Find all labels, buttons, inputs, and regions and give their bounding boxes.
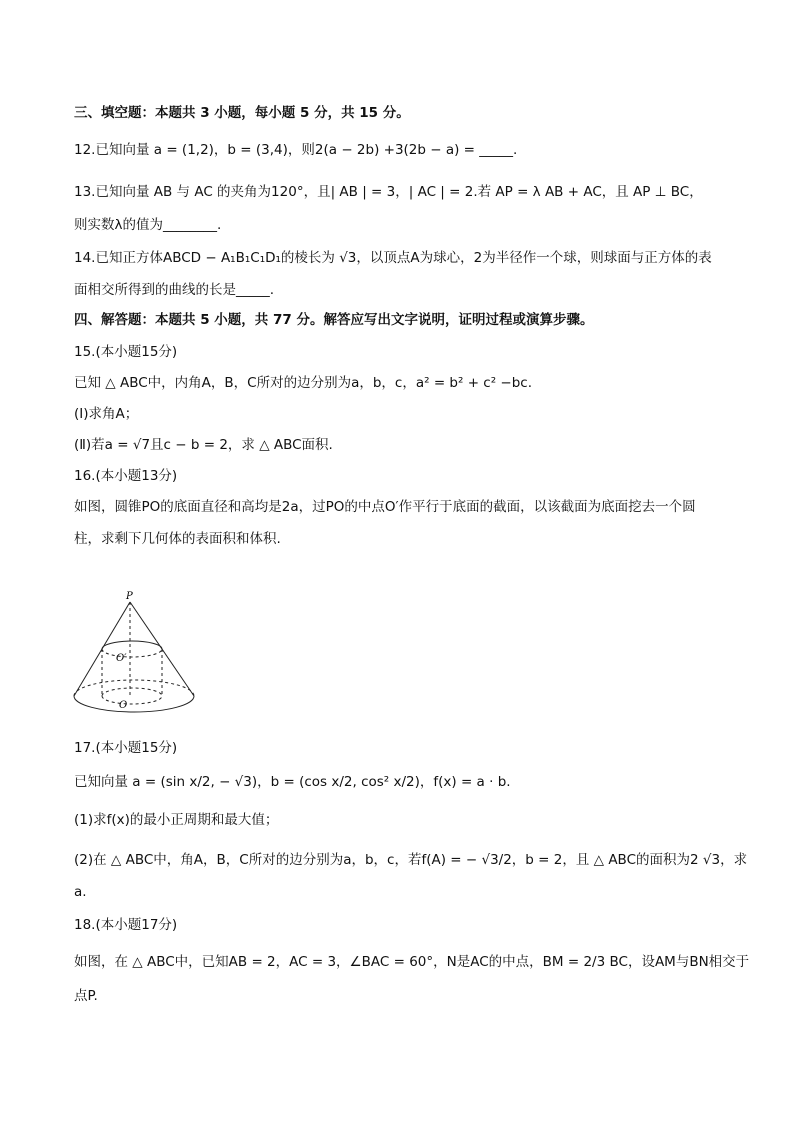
question-18-header: 18.(本小题17分) [74, 917, 178, 933]
question-16-line-2: 柱，求剩下几何体的表面积和体积. [74, 531, 281, 547]
question-16-line-1: 如图，圆锥PO的底面直径和高均是2a，过PO的中点O′作平行于底面的截面，以该截面为底面挖去一个圆 [74, 499, 696, 515]
base-back-arc [74, 680, 194, 696]
section-heading-answer: 四、解答题：本题共 5 小题，共 77 分。解答应写出文字说明，证明过程或演算步骤。 [74, 312, 594, 328]
question-17-part-1: (1)求f(x)的最小正周期和最大值； [74, 812, 279, 828]
question-13-line-1: 13.已知向量 AB 与 AC 的夹角为120°，且| AB | = 3，| AC | = 2.若 AP = λ AB + AC，且 AP ⊥ BC， [74, 184, 703, 200]
cylinder-bottom-back [102, 688, 162, 696]
cone-figure [70, 588, 200, 724]
question-17-part-2-cont: a. [74, 884, 87, 900]
label-P: P [126, 591, 133, 602]
question-15-part-2: (Ⅱ)若a = √7且c − b = 2，求 △ ABC面积. [74, 437, 333, 453]
base-front-arc [74, 696, 194, 712]
question-15-header: 15.(本小题15分) [74, 344, 178, 360]
question-17-part-2: (2)在 △ ABC中，角A，B，C所对的边分别为a，b，c，若f(A) = − √3/2，b = 2，且 △ ABC的面积为2 √3，求 [74, 852, 748, 868]
question-13-line-2: 则实数λ的值为________. [74, 217, 222, 233]
section-back-arc [102, 641, 162, 649]
question-16-header: 16.(本小题13分) [74, 468, 178, 484]
label-O: O [119, 700, 128, 711]
question-14-line-2: 面相交所得到的曲线的长是_____. [74, 282, 275, 298]
cylinder-bottom-front [102, 696, 162, 704]
question-17-header: 17.(本小题15分) [74, 740, 178, 756]
label-O-prime: O′ [116, 653, 127, 664]
question-12: 12.已知向量 a = (1,2)，b = (3,4)，则2(a − 2b) +3(2b − a) = _____. [74, 142, 518, 158]
section-heading-fill-in: 三、填空题：本题共 3 小题，每小题 5 分，共 15 分。 [74, 105, 410, 121]
question-15-line-1: 已知 △ ABC中，内角A，B，C所对的边分别为a，b，c，a² = b² + c² −bc. [74, 375, 533, 391]
question-18-line-1: 如图，在 △ ABC中，已知AB = 2，AC = 3，∠BAC = 60°，N是AC的中点，BM = 2/3 BC，设AM与BN相交于 [74, 954, 750, 970]
question-17-line-1: 已知向量 a = (sin x/2, − √3)，b = (cos x/2, cos² x/2)，f(x) = a · b. [74, 774, 511, 790]
question-15-part-1: (Ⅰ)求角A； [74, 406, 139, 422]
question-18-line-2: 点P. [74, 988, 98, 1004]
section-front-arc [102, 649, 162, 657]
question-14-line-1: 14.已知正方体ABCD − A₁B₁C₁D₁的棱长为 √3，以顶点A为球心，2为半径作一个球，则球面与正方体的表 [74, 250, 712, 266]
